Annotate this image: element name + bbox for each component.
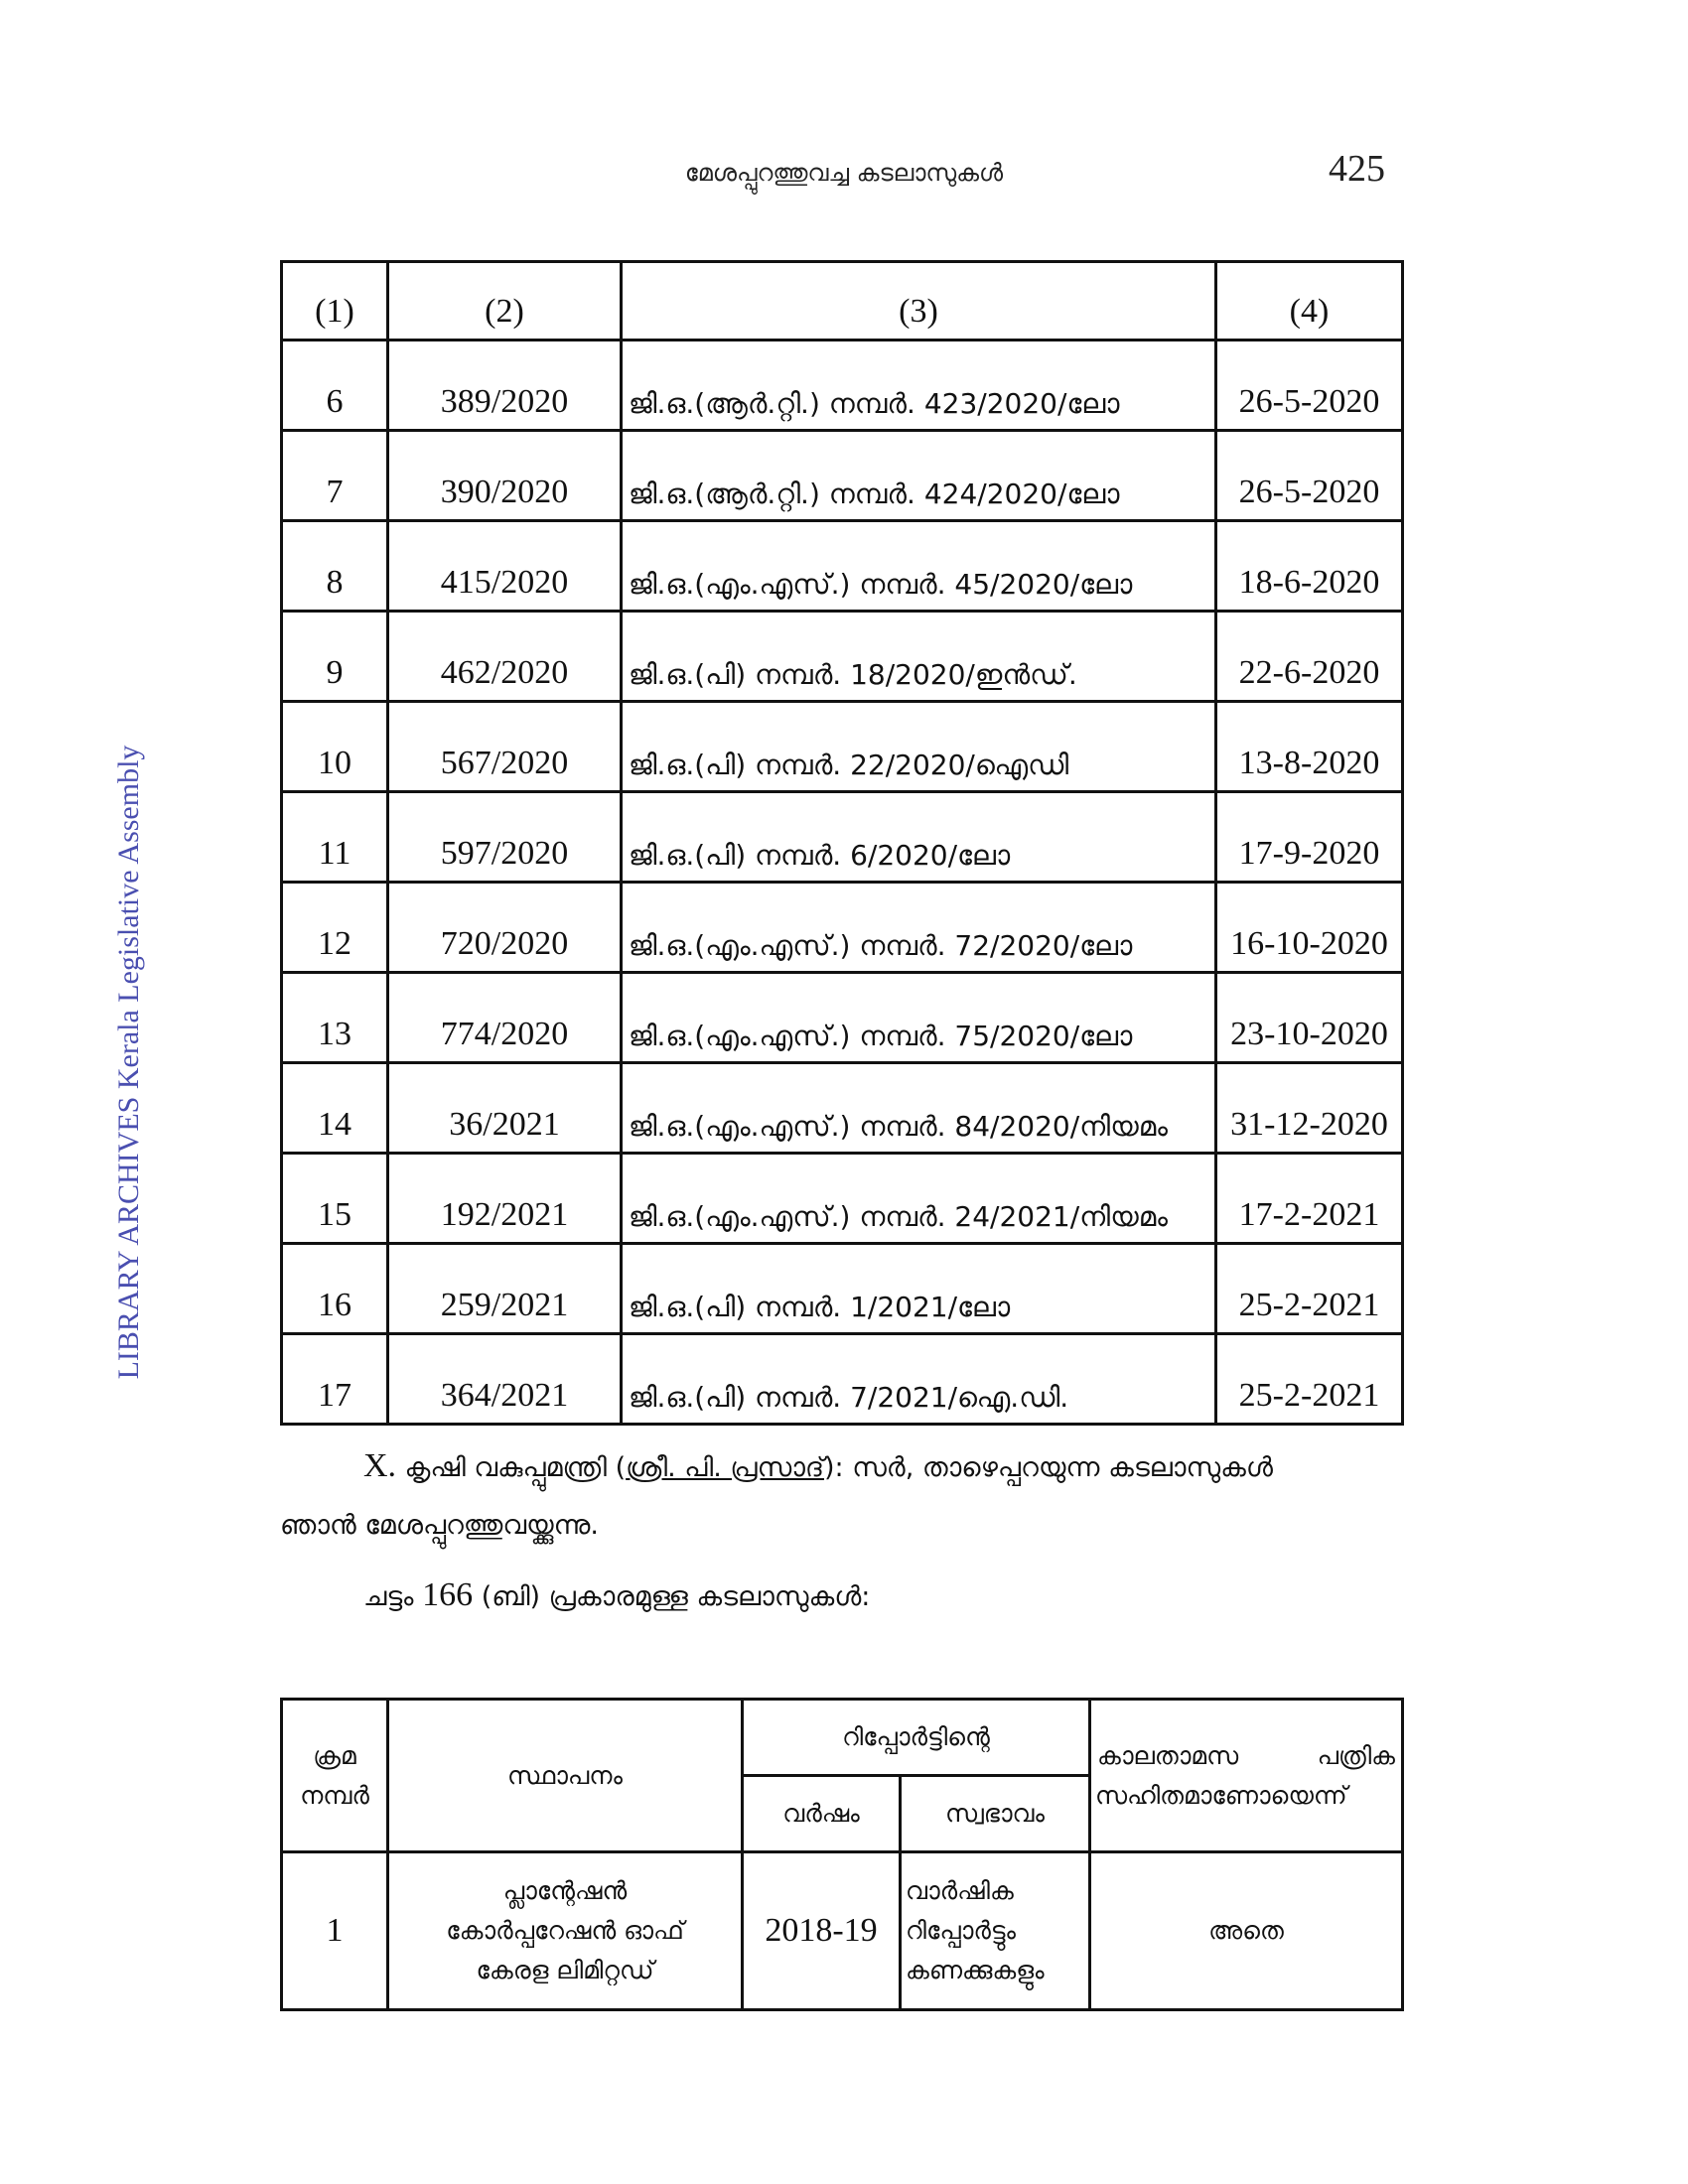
date-cell: 22-6-2020 <box>1216 612 1403 702</box>
sro-number-cell: 774/2020 <box>388 973 622 1063</box>
serial-header-line1: ക്രമ <box>313 1740 356 1770</box>
table-header-row <box>282 1700 1403 1776</box>
statement-line2: ഞാൻ മേശപ്പുറത്തുവയ്ക്കുന്നു. <box>280 1510 599 1541</box>
rule-number: 166 <box>422 1576 474 1613</box>
order-number-cell: ജി.ഒ.(പി) നമ്പർ. 18/2020/ഇൻഡ്. <box>622 612 1216 702</box>
serial-number-cell: 8 <box>282 521 388 612</box>
orders-table <box>280 260 1404 1426</box>
orders-table-body <box>282 341 1403 1425</box>
serial-cell: 1 <box>282 1852 388 2010</box>
sro-number-cell: 36/2021 <box>388 1063 622 1154</box>
nature-line2: റിപ്പോർട്ടും <box>906 1916 1017 1945</box>
institution-header: സ്ഥാപനം <box>388 1700 743 1852</box>
table-row <box>282 973 1403 1063</box>
date-cell: 26-5-2020 <box>1216 431 1403 521</box>
table-row <box>282 883 1403 973</box>
serial-number-cell: 13 <box>282 973 388 1063</box>
serial-number-cell: 15 <box>282 1154 388 1244</box>
rule-caption-post: (ബി) പ്രകാരമുള്ള കടലാസുകൾ: <box>481 1581 871 1612</box>
nature-line1: വാർഷിക <box>906 1876 1014 1905</box>
year-cell: 2018-19 <box>743 1852 901 2010</box>
institution-line3: കേരള ലിമിറ്റഡ് <box>476 1956 654 1984</box>
minister-name: ശ്രീ. പി. പ്രസാദ് <box>626 1452 824 1483</box>
column-header: (4) <box>1216 262 1403 341</box>
date-cell: 13-8-2020 <box>1216 702 1403 792</box>
order-number-cell: ജി.ഒ.(പി) നമ്പർ. 1/2021/ലോ <box>622 1244 1216 1334</box>
order-number-cell: ജി.ഒ.(എം.എസ്.) നമ്പർ. 72/2020/ലോ <box>622 883 1216 973</box>
nature-header: സ്വഭാവം <box>901 1776 1090 1852</box>
sro-number-cell: 415/2020 <box>388 521 622 612</box>
table-header-row <box>282 262 1403 341</box>
statement-lead: കൃഷി വകുപ്പുമന്ത്രി ( <box>404 1452 627 1483</box>
table-row <box>282 1334 1403 1425</box>
year-header: വർഷം <box>743 1776 901 1852</box>
sro-number-cell: 567/2020 <box>388 702 622 792</box>
date-cell: 25-2-2021 <box>1216 1244 1403 1334</box>
table-row <box>282 792 1403 883</box>
column-header: (2) <box>388 262 622 341</box>
delay-header-line2: സഹിതമാണോയെന്ന് <box>1095 1780 1347 1810</box>
nature-cell <box>901 1852 1090 2010</box>
rule-caption <box>363 1576 870 1614</box>
sro-number-cell: 597/2020 <box>388 792 622 883</box>
rule-caption-pre: ചട്ടം <box>363 1581 414 1612</box>
date-cell: 18-6-2020 <box>1216 521 1403 612</box>
sro-number-cell: 390/2020 <box>388 431 622 521</box>
order-number-cell: ജി.ഒ.(പി) നമ്പർ. 22/2020/ഐഡി <box>622 702 1216 792</box>
date-cell: 17-2-2021 <box>1216 1154 1403 1244</box>
institution-cell <box>388 1852 743 2010</box>
date-cell: 26-5-2020 <box>1216 341 1403 431</box>
sro-number-cell: 364/2021 <box>388 1334 622 1425</box>
statement-after: ): സർ, താഴെപ്പറയുന്ന കടലാസുകൾ <box>823 1452 1273 1483</box>
serial-number-cell: 17 <box>282 1334 388 1425</box>
table-row <box>282 1063 1403 1154</box>
table-row <box>282 431 1403 521</box>
serial-number-cell: 16 <box>282 1244 388 1334</box>
table-row <box>282 702 1403 792</box>
institution-line1: പ്ലാന്റേഷൻ <box>502 1876 628 1905</box>
item-numeral: X. <box>363 1447 397 1484</box>
report-header: റിപ്പോർട്ടിന്റെ <box>743 1700 1090 1776</box>
page-header-title: മേശപ്പുറത്തുവച്ച കടലാസുകൾ <box>684 159 1004 187</box>
delay-header-word2: പത്രിക <box>1317 1740 1395 1770</box>
delay-header-word1: കാലതാമസ <box>1097 1740 1239 1770</box>
order-number-cell: ജി.ഒ.(ആർ.റ്റി.) നമ്പർ. 423/2020/ലോ <box>622 341 1216 431</box>
table-row <box>282 1154 1403 1244</box>
reports-table <box>280 1698 1404 2011</box>
order-number-cell: ജി.ഒ.(പി) നമ്പർ. 7/2021/ഐ.ഡി. <box>622 1334 1216 1425</box>
delay-cell: അതെ <box>1090 1852 1403 2010</box>
serial-number-cell: 10 <box>282 702 388 792</box>
sro-number-cell: 259/2021 <box>388 1244 622 1334</box>
order-number-cell: ജി.ഒ.(എം.എസ്.) നമ്പർ. 45/2020/ലോ <box>622 521 1216 612</box>
order-number-cell: ജി.ഒ.(എം.എസ്.) നമ്പർ. 75/2020/ലോ <box>622 973 1216 1063</box>
serial-header-line2: നമ്പർ <box>300 1780 369 1810</box>
serial-number-cell: 14 <box>282 1063 388 1154</box>
table-row <box>282 1244 1403 1334</box>
order-number-cell: ജി.ഒ.(ആർ.റ്റി.) നമ്പർ. 424/2020/ലോ <box>622 431 1216 521</box>
table-row <box>282 612 1403 702</box>
serial-number-cell: 7 <box>282 431 388 521</box>
sro-number-cell: 389/2020 <box>388 341 622 431</box>
serial-number-cell: 9 <box>282 612 388 702</box>
order-number-cell: ജി.ഒ.(എം.എസ്.) നമ്പർ. 84/2020/നിയമം <box>622 1063 1216 1154</box>
minister-statement <box>280 1437 1404 1555</box>
column-header: (3) <box>622 262 1216 341</box>
date-cell: 23-10-2020 <box>1216 973 1403 1063</box>
order-number-cell: ജി.ഒ.(എം.എസ്.) നമ്പർ. 24/2021/നിയമം <box>622 1154 1216 1244</box>
order-number-cell: ജി.ഒ.(പി) നമ്പർ. 6/2020/ലോ <box>622 792 1216 883</box>
nature-line3: കണക്കുകളും <box>906 1956 1045 1984</box>
delay-statement-header <box>1090 1700 1403 1852</box>
archive-watermark: LIBRARY ARCHIVES Kerala Legislative Assembly <box>112 745 145 1380</box>
date-cell: 16-10-2020 <box>1216 883 1403 973</box>
serial-number-cell: 11 <box>282 792 388 883</box>
sro-number-cell: 462/2020 <box>388 612 622 702</box>
table-row <box>282 521 1403 612</box>
date-cell: 17-9-2020 <box>1216 792 1403 883</box>
date-cell: 25-2-2021 <box>1216 1334 1403 1425</box>
table-row <box>282 341 1403 431</box>
date-cell: 31-12-2020 <box>1216 1063 1403 1154</box>
table-row <box>282 1852 1403 2010</box>
serial-header <box>282 1700 388 1852</box>
sro-number-cell: 192/2021 <box>388 1154 622 1244</box>
institution-line2: കോർപ്പറേഷൻ ഓഫ് <box>446 1916 684 1945</box>
sro-number-cell: 720/2020 <box>388 883 622 973</box>
serial-number-cell: 6 <box>282 341 388 431</box>
serial-number-cell: 12 <box>282 883 388 973</box>
column-header: (1) <box>282 262 388 341</box>
page-number: 425 <box>1329 148 1385 190</box>
